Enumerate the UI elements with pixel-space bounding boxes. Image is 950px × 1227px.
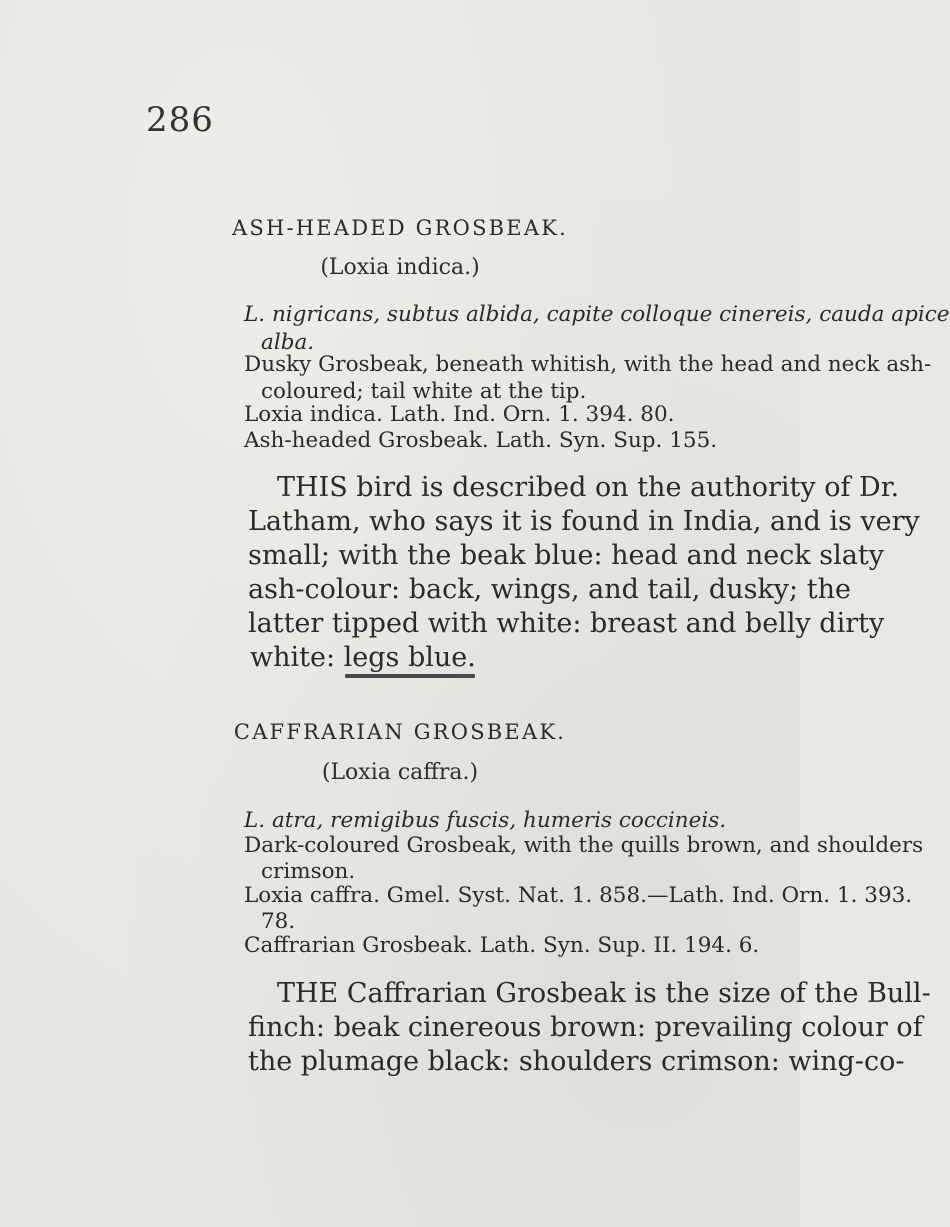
description-line: latter tipped with white: breast and belly dirty [248, 608, 885, 639]
latin-name-loxia-indica: (Loxia indica.) [320, 255, 480, 280]
description-line: the plumage black: shoulders crimson: wing-co- [248, 1046, 905, 1077]
synonymy-line: Loxia indica. Lath. Ind. Orn. 1. 394. 80. [244, 402, 675, 427]
description-line: THE Caffrarian Grosbeak is the size of the Bull- [277, 978, 931, 1009]
synonymy-line: crimson. [261, 859, 356, 884]
synonymy-line: Dusky Grosbeak, beneath whitish, with the head and neck ash- [244, 352, 932, 377]
page-number: 286 [146, 100, 214, 140]
synonymy-line: 78. [261, 909, 296, 934]
synonymy-line: Loxia caffra. Gmel. Syst. Nat. 1. 858.—Lath. Ind. Orn. 1. 393. [244, 883, 913, 908]
section-heading-ash-headed-grosbeak: ASH-HEADED GROSBEAK. [232, 216, 568, 240]
synonymy-line: Dark-coloured Grosbeak, with the quills brown, and shoulders [244, 833, 924, 858]
synonymy-line: L. nigricans, subtus albida, capite colloque cinereis, cauda apice [244, 302, 950, 327]
description-line: small; with the beak blue: head and neck slaty [248, 540, 884, 571]
description-line: ash-colour: back, wings, and tail, dusky; the [248, 574, 851, 605]
synonymy-line: coloured; tail white at the tip. [261, 379, 587, 404]
section-heading-caffrarian-grosbeak: CAFFRARIAN GROSBEAK. [233, 720, 567, 744]
section-divider [345, 674, 475, 678]
synonymy-line: Caffrarian Grosbeak. Lath. Syn. Sup. II. 194. 6. [244, 933, 760, 958]
synonymy-line: L. atra, remigibus fuscis, humeris coccineis. [244, 808, 727, 833]
description-line: finch: beak cinereous brown: prevailing colour of [248, 1012, 923, 1043]
description-line: white: legs blue. [250, 642, 476, 673]
description-line: Latham, who says it is found in India, and is very [248, 506, 920, 537]
synonymy-line: Ash-headed Grosbeak. Lath. Syn. Sup. 155. [244, 428, 718, 453]
synonymy-line: alba. [261, 330, 315, 355]
latin-name-loxia-caffra: (Loxia caffra.) [321, 760, 479, 785]
description-line: THIS bird is described on the authority of Dr. [277, 472, 900, 503]
